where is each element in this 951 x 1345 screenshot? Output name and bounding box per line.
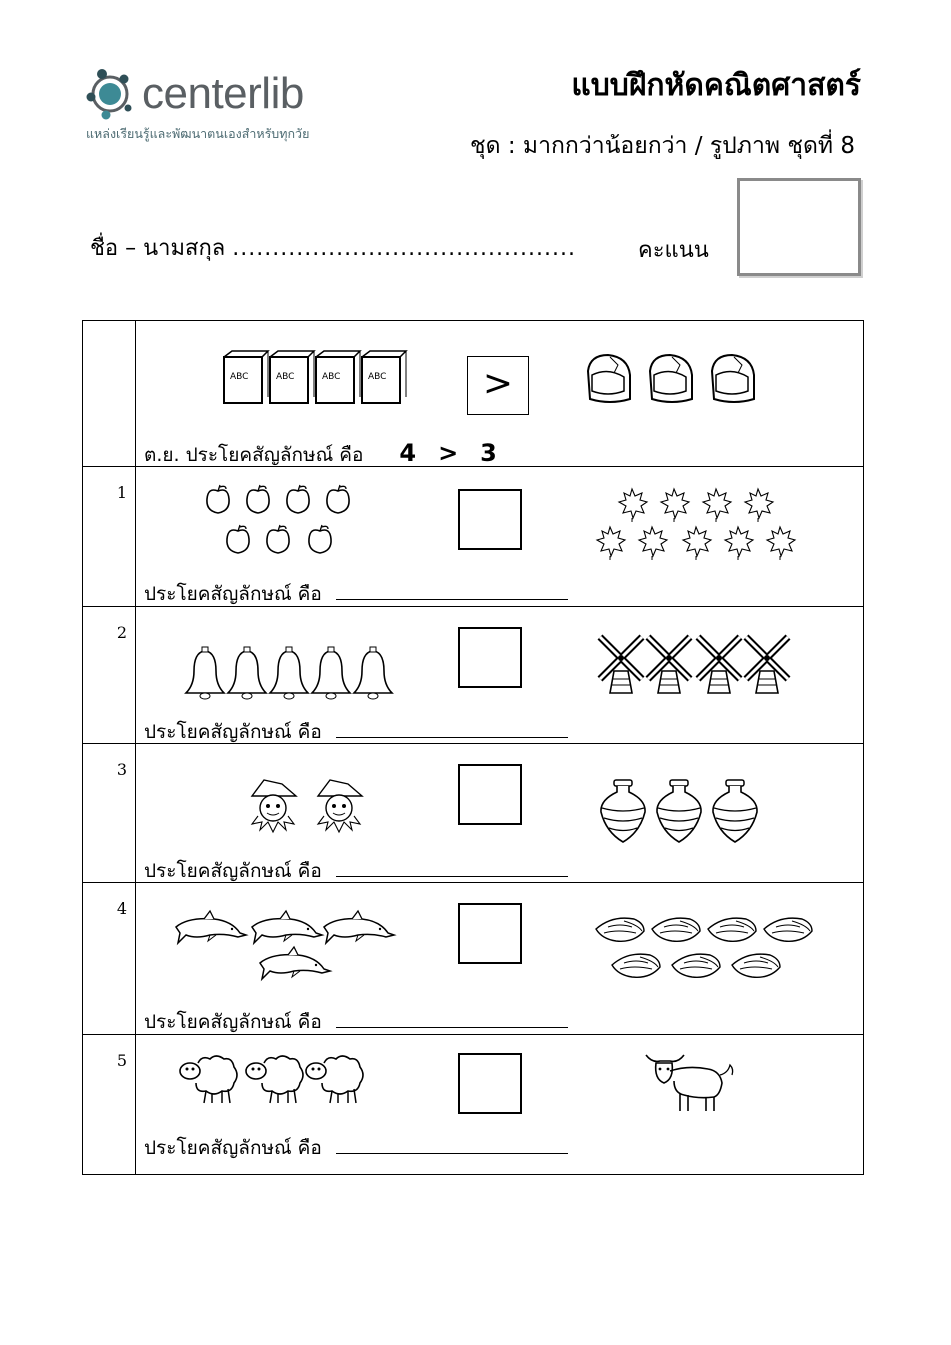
brand-name: centerlib [142, 69, 304, 118]
abc-book-icon [270, 351, 314, 403]
bell-icon [270, 647, 308, 699]
dolphin-icon [324, 911, 394, 943]
dolphin-icon [260, 947, 330, 979]
backpack-icon [712, 355, 754, 402]
problem-cell [136, 607, 864, 744]
problem-3-right-pictures [596, 780, 766, 850]
apple-icon [267, 525, 289, 553]
shell-icon [612, 954, 660, 977]
maple-leaf-icon [683, 527, 711, 560]
svg-text:ABC: ABC [368, 372, 387, 382]
vase-icon [657, 780, 701, 842]
brand-tagline: แหล่งเรียนรู้และพัฒนาตนเองสำหรับทุกวัย [86, 127, 310, 141]
problem-number: 5 [116, 1051, 127, 1070]
score-box[interactable] [737, 178, 861, 276]
answer-line[interactable] [336, 1013, 568, 1028]
backpack-icon [588, 355, 630, 402]
answer-box[interactable] [458, 627, 522, 688]
maple-leaf-icon [619, 489, 647, 522]
sheep-icon [306, 1056, 363, 1103]
answer-line[interactable] [336, 723, 568, 738]
answer-box[interactable] [458, 764, 522, 825]
maple-leaf-icon [745, 489, 773, 522]
name-field[interactable]: ........................................... [232, 236, 576, 261]
centerlib-logo [84, 66, 344, 146]
problem-2-left-pictures [184, 645, 396, 705]
exercise-table [82, 320, 864, 1175]
windmill-icon [648, 637, 690, 693]
problem-sentence [144, 717, 568, 747]
bell-icon [186, 647, 224, 699]
problem-sentence [144, 856, 568, 886]
sentence-label: ประโยคสัญลักษณ์ คือ [144, 1011, 322, 1033]
problem-number-cell [83, 467, 136, 607]
problem-4-right-pictures [594, 915, 814, 989]
answer-line[interactable] [336, 585, 568, 600]
problem-sentence [144, 1133, 568, 1163]
sheep-icon [246, 1056, 303, 1103]
windmill-icon [698, 637, 740, 693]
problem-number: 3 [116, 760, 127, 779]
problem-cell [136, 467, 864, 607]
shell-icon [596, 918, 644, 941]
shell-icon [708, 918, 756, 941]
problem-4-left-pictures [174, 907, 398, 987]
shell-icon [672, 954, 720, 977]
sentence-label: ประโยคสัญลักษณ์ คือ [144, 583, 322, 605]
apple-icon [327, 485, 349, 513]
example-left-pictures [220, 349, 404, 411]
sheep-icon [180, 1056, 237, 1103]
maple-leaf-icon [703, 489, 731, 522]
sentence-label: ประโยคสัญลักษณ์ คือ [144, 721, 322, 743]
name-label: ชื่อ – นามสกุล [90, 236, 226, 261]
sentence-label: ประโยคสัญลักษณ์ คือ [144, 1137, 322, 1159]
problem-row [83, 607, 864, 744]
molecule-logo-icon [84, 66, 140, 122]
abc-book-icon [316, 351, 360, 403]
maple-leaf-icon [597, 527, 625, 560]
apple-icon [247, 485, 269, 513]
page-subtitle: ชุด : มากกว่าน้อยกว่า / รูปภาพ ชุดที่ 8 [470, 133, 855, 159]
problem-number: 1 [116, 483, 127, 502]
svg-text:ABC: ABC [230, 372, 249, 382]
example-answer-symbol: > [438, 439, 461, 467]
abc-book-icon [362, 351, 406, 403]
problem-number: 2 [116, 623, 127, 642]
problem-3-left-pictures [246, 776, 372, 840]
problem-cell [136, 744, 864, 883]
example-answer [399, 439, 499, 467]
problem-number: 4 [116, 899, 127, 918]
problem-number-cell [83, 883, 136, 1035]
scarecrow-face-icon [318, 780, 362, 832]
shell-icon [652, 918, 700, 941]
example-answer-right: 3 [480, 439, 499, 467]
shell-icon [732, 954, 780, 977]
maple-leaf-icon [725, 527, 753, 560]
apple-icon [207, 485, 229, 513]
problem-cell [136, 883, 864, 1035]
sentence-label: ประโยคสัญลักษณ์ คือ [144, 860, 322, 882]
answer-box[interactable] [458, 1053, 522, 1114]
maple-leaf-icon [661, 489, 689, 522]
problem-1-right-pictures [594, 487, 804, 563]
backpack-icon [650, 355, 692, 402]
answer-box[interactable] [458, 489, 522, 550]
scarecrow-face-icon [252, 780, 296, 832]
maple-leaf-icon [639, 527, 667, 560]
windmill-icon [600, 637, 642, 693]
example-row [83, 321, 864, 467]
answer-line[interactable] [336, 862, 568, 877]
problem-5-right-pictures [644, 1053, 736, 1119]
apple-icon [227, 525, 249, 553]
problem-row [83, 744, 864, 883]
shell-icon [764, 918, 812, 941]
example-right-pictures [580, 351, 764, 411]
vase-icon [601, 780, 645, 842]
problem-5-left-pictures [178, 1053, 368, 1113]
example-answer-left: 4 [399, 439, 419, 467]
problem-number-cell [83, 607, 136, 744]
example-number-cell [83, 321, 136, 467]
windmill-icon [746, 637, 788, 693]
svg-text:ABC: ABC [322, 372, 341, 382]
abc-book-icon [224, 351, 268, 403]
name-line [90, 230, 576, 265]
problem-number-cell [83, 744, 136, 883]
score-label: คะแนน [638, 238, 709, 263]
bell-icon [354, 647, 392, 699]
example-sentence [144, 439, 499, 470]
problem-cell [136, 1035, 864, 1175]
problem-row [83, 1035, 864, 1175]
problem-1-left-pictures [202, 483, 362, 563]
dolphin-icon [176, 911, 246, 943]
bell-icon [228, 647, 266, 699]
example-cell [136, 321, 864, 467]
example-sentence-label: ต.ย. ประโยคสัญลักษณ์ คือ [144, 444, 364, 466]
page-title: แบบฝึกหัดคณิตศาสตร์ [571, 68, 861, 103]
example-symbol-box [467, 356, 529, 415]
problem-2-right-pictures [598, 635, 796, 699]
apple-icon [287, 485, 309, 513]
problem-sentence [144, 579, 568, 609]
svg-text:ABC: ABC [276, 372, 295, 382]
problem-sentence [144, 1007, 568, 1037]
maple-leaf-icon [767, 527, 795, 560]
bell-icon [312, 647, 350, 699]
problem-number-cell [83, 1035, 136, 1175]
dolphin-icon [252, 911, 322, 943]
problem-row [83, 883, 864, 1035]
example-symbol: > [482, 363, 514, 404]
vase-icon [713, 780, 757, 842]
answer-box[interactable] [458, 903, 522, 964]
answer-line[interactable] [336, 1139, 568, 1154]
problem-row [83, 467, 864, 607]
bull-icon [644, 1053, 736, 1115]
apple-icon [309, 525, 331, 553]
